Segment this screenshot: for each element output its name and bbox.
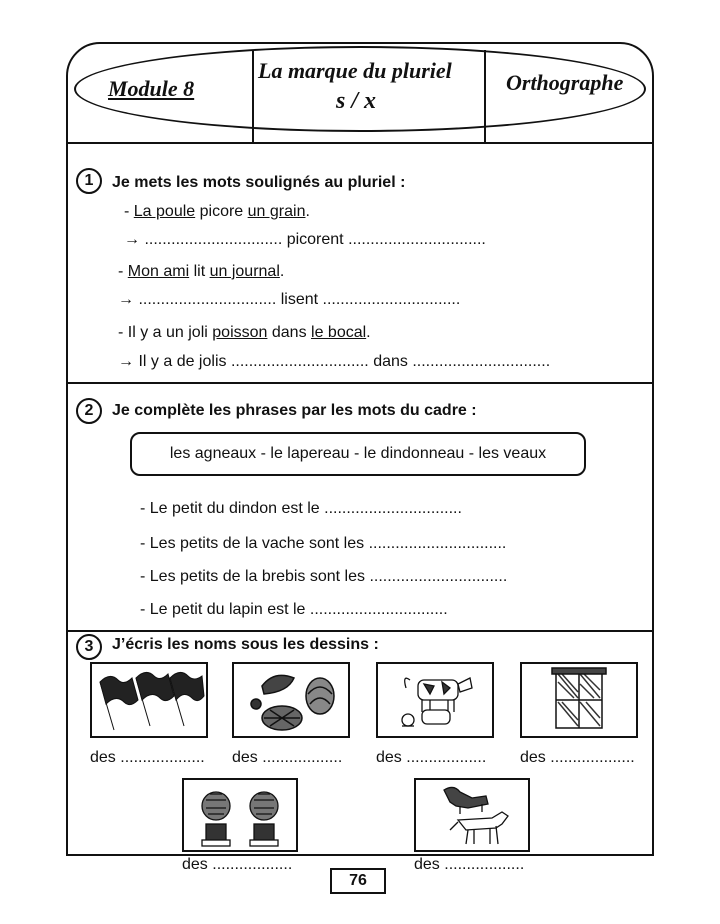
answer-line: ............................... picorent ...............................	[144, 231, 486, 248]
sentence-text: .	[305, 203, 310, 220]
module-label: Module 8	[108, 76, 195, 101]
exercise-2-line-2[interactable]: - Les petits de la vache sont les ...............................	[140, 535, 507, 552]
underlined-word: le bocal	[311, 324, 367, 341]
arrow-icon: →	[118, 353, 134, 370]
exercise-3-number: 3	[76, 634, 102, 660]
arrow-icon: →	[124, 231, 140, 248]
header-divider-left	[252, 50, 254, 142]
exercise-1-sentence-3	[118, 324, 371, 342]
exercise-2-line-1[interactable]: - Le petit du dindon est le ...............................	[140, 500, 462, 517]
exercise-1-number: 1	[76, 168, 102, 194]
picture-label-4[interactable]: des ...................	[520, 749, 635, 766]
word-box: les agneaux - le lapereau - le dindonneau - les veaux	[130, 432, 586, 476]
lesson-subtitle: s / x	[336, 88, 377, 114]
exercise-1-sentence-2	[118, 263, 284, 281]
picture-label-3[interactable]: des ..................	[376, 749, 487, 766]
sentence-text: lit	[189, 263, 210, 280]
underlined-word: un grain	[247, 203, 306, 220]
exercise-1-sentence-1	[124, 203, 310, 221]
window-icon	[522, 664, 636, 736]
answer-line: ............................... lisent ...............................	[138, 291, 461, 308]
exercise-1-title: Je mets les mots soulignés au pluriel :	[112, 174, 406, 191]
sentence-text: picore	[195, 203, 248, 220]
header-bottom-rule	[66, 142, 654, 144]
exercise-2-number: 2	[76, 398, 102, 424]
subject-label: Orthographe	[506, 70, 624, 95]
section-divider-2	[66, 630, 654, 632]
page-number: 76	[330, 868, 386, 894]
exercise-3-title: J’écris les noms sous les dessins :	[112, 636, 379, 653]
picture-label-1[interactable]: des ...................	[90, 749, 205, 766]
dogs-icon	[416, 780, 528, 850]
shells-icon	[234, 664, 348, 736]
exercise-1-answer-3[interactable]	[118, 353, 550, 371]
underlined-word: poisson	[212, 324, 268, 341]
lesson-title: La marque du pluriel	[258, 58, 452, 83]
hourglasses-icon	[184, 780, 296, 850]
dogs-picture	[414, 778, 530, 852]
shells-picture	[232, 662, 350, 738]
exercise-2-title: Je complète les phrases par les mots du cadre :	[112, 402, 477, 419]
sentence-text: .	[279, 263, 285, 280]
arrow-icon: →	[118, 291, 134, 308]
exercise-2-line-3[interactable]: - Les petits de la brebis sont les ...............................	[140, 568, 508, 585]
sentence-dash: -	[124, 203, 134, 220]
sentence-text: - Il y a un joli	[118, 324, 213, 341]
picture-label-6[interactable]: des ..................	[414, 856, 525, 873]
sentence-text: .	[366, 324, 371, 341]
underlined-word: La poule	[133, 203, 196, 220]
exercise-1-answer-1[interactable]	[124, 231, 486, 249]
picture-label-2[interactable]: des ..................	[232, 749, 343, 766]
sentence-text: dans	[267, 324, 312, 341]
answer-line: Il y a de jolis ............................... dans ...............................	[138, 353, 551, 370]
cows-icon	[378, 664, 492, 736]
exercise-2-line-4[interactable]: - Le petit du lapin est le ...............................	[140, 601, 448, 618]
cows-picture	[376, 662, 494, 738]
underlined-word: un journal	[209, 263, 280, 280]
flags-icon	[92, 664, 206, 736]
window-picture	[520, 662, 638, 738]
underlined-word: Mon ami	[127, 263, 190, 280]
picture-label-5[interactable]: des ..................	[182, 856, 293, 873]
flags-picture	[90, 662, 208, 738]
exercise-1-answer-2[interactable]	[118, 291, 460, 309]
hourglasses-picture	[182, 778, 298, 852]
section-divider-1	[66, 382, 654, 384]
sentence-dash: -	[118, 263, 128, 280]
header-divider-right	[484, 50, 486, 142]
